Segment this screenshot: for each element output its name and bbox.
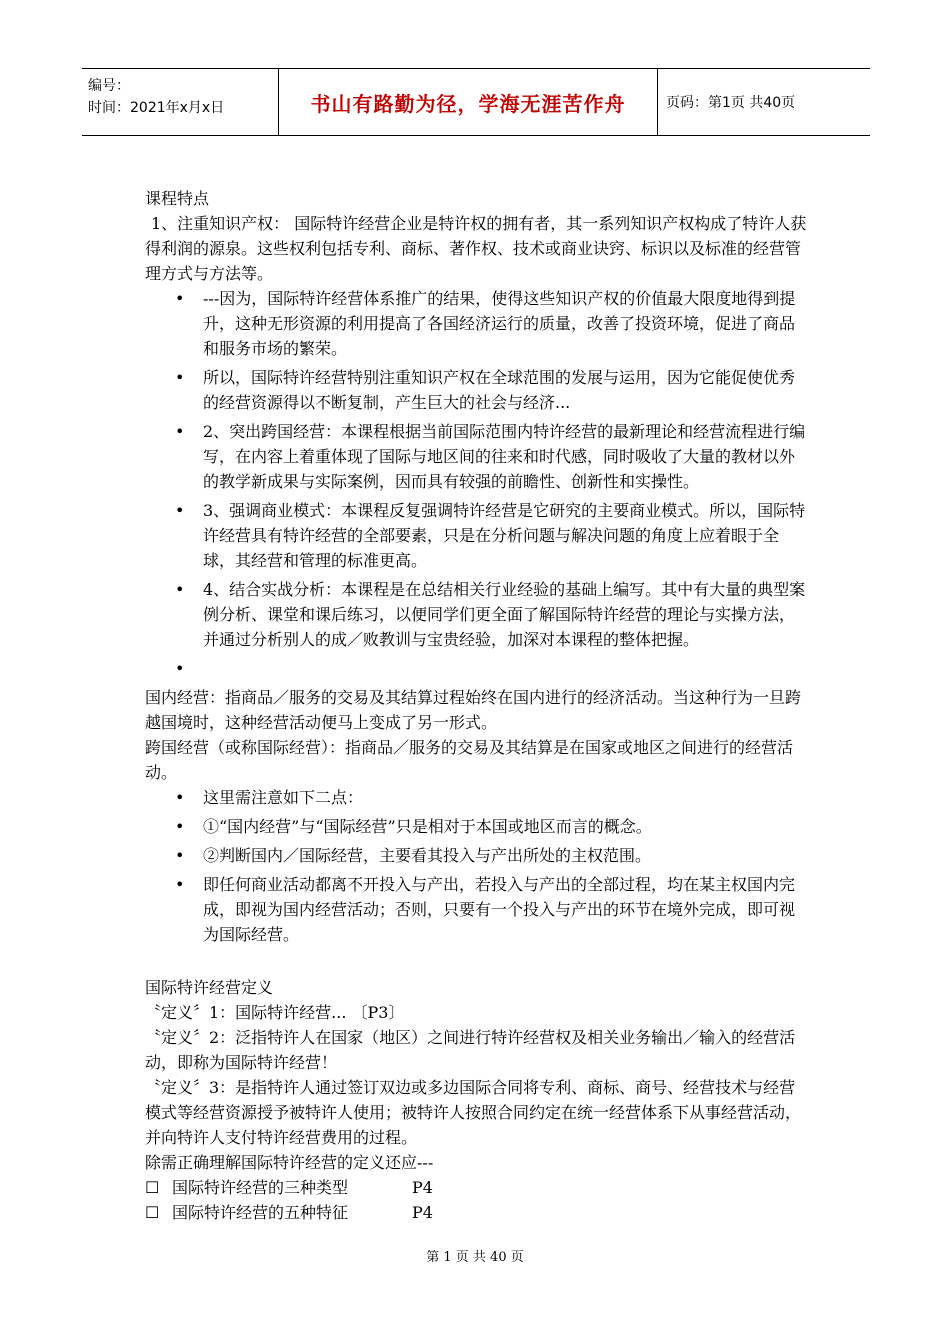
- list-item-empty: [145, 656, 810, 681]
- page-footer: 第 1 页 共 40 页: [426, 1250, 524, 1265]
- paragraph: 1、注重知识产权： 国际特许经营企业是特许权的拥有者，其一系列知识产权构成了特许人获得利润的源泉。这些权利包括专利、商标、著作权、技术或商业诀窍、标识以及标准的经营管理方式与方法等。: [145, 214, 807, 283]
- section-title: 课程特点: [145, 189, 210, 208]
- section-title: 国际特许经营定义: [145, 978, 274, 997]
- header-motto: 书山有路勤为径，学海无涯苦作舟: [310, 91, 626, 116]
- list-item: • 即任何商业活动都离不开投入与产出，若投入与产出的全部过程，均在某主权国内完成，即视为国内经营活动；否则，只要有一个投入与产出的环节在境外完成，即可视为国际经营。: [145, 872, 810, 947]
- bullet-list: [145, 785, 810, 947]
- header-page-info: 页码：第1页 共40页: [666, 95, 796, 111]
- checklist-page: P4: [412, 1203, 433, 1222]
- list-item: • 3、强调商业模式：本课程反复强调特许经营是它研究的主要商业模式。所以，国际特许经营具有特许经营的全部要素，只是在分析问题与解决问题的角度上应着眼于全球，其经营和管理的标准更高。: [145, 498, 810, 573]
- checkbox-icon: ☐: [145, 1203, 160, 1222]
- document-body: [145, 186, 810, 1225]
- list-item: • ①“国内经营”与“国际经营”只是相对于本国或地区而言的概念。: [145, 814, 810, 839]
- checklist-label: 国际特许经营的三种类型: [172, 1178, 349, 1197]
- number-label: 编号：: [88, 78, 130, 94]
- checkbox-icon: ☐: [145, 1178, 160, 1197]
- paragraph: 除需正确理解国际特许经营的定义还应---: [145, 1153, 434, 1172]
- list-item: • 2、突出跨国经营：本课程根据当前国际范围内特许经营的最新理论和经营流程进行编写，在内容上着重体现了国际与地区间的往来和时代感，同时吸收了大量的教材以外的教学新成果与实际案例，因而具有较强的前瞻性、创新性和实操性。: [145, 419, 810, 494]
- definition: 〝定义〞1：国际特许经营... 〔P3〕: [145, 1003, 405, 1022]
- list-item: • ②判断国内／国际经营，主要看其投入与产出所处的主权范围。: [145, 843, 810, 868]
- list-item: • ---因为，国际特许经营体系推广的结果，使得这些知识产权的价值最大限度地得到提升，这种无形资源的利用提高了各国经济运行的质量，改善了投资环境，促进了商品和服务市场的繁荣。: [145, 286, 810, 361]
- definition: 〝定义〞2：泛指特许人在国家（地区）之间进行特许经营权及相关业务输出／输入的经营活动，即称为国际特许经营！: [145, 1028, 796, 1072]
- list-item: • 4、结合实战分析：本课程是在总结相关行业经验的基础上编写。其中有大量的典型案例分析、课堂和课后练习，以便同学们更全面了解国际特许经营的理论与实操方法，并通过分析别人的成／败教训与宝贵经验，加深对本课程的整体把握。: [145, 577, 810, 652]
- spacer: [145, 951, 810, 975]
- checklist-item: [145, 1200, 810, 1225]
- page-header: [82, 68, 870, 136]
- bullet-list: [145, 286, 810, 681]
- paragraph: 跨国经营（或称国际经营）：指商品／服务的交易及其结算是在国家或地区之间进行的经营活动。: [145, 738, 794, 782]
- checklist-label: 国际特许经营的五种特征: [172, 1203, 349, 1222]
- header-meta: [88, 75, 224, 119]
- definition: 〝定义〞3：是指特许人通过签订双边或多边国际合同将专利、商标、商号、经营技术与经营模式等经营资源授予被特许人使用；被特许人按照合同约定在统一经营体系下从事经营活动，并向特许人支付特许经营费用的过程。: [145, 1078, 802, 1147]
- checklist-item: [145, 1175, 810, 1200]
- time-label: 时间：2021年x月x日: [88, 100, 225, 116]
- list-item: • 所以，国际特许经营特别注重知识产权在全球范围的发展与运用，因为它能促使优秀的经营资源得以不断复制，产生巨大的社会与经济...: [145, 365, 810, 415]
- list-item: • 这里需注意如下二点：: [145, 785, 810, 810]
- header-divider: [657, 69, 658, 135]
- checklist-page: P4: [412, 1178, 433, 1197]
- paragraph: 国内经营：指商品／服务的交易及其结算过程始终在国内进行的经济活动。当这种行为一旦跨越国境时，这种经营活动便马上变成了另一形式。: [145, 688, 802, 732]
